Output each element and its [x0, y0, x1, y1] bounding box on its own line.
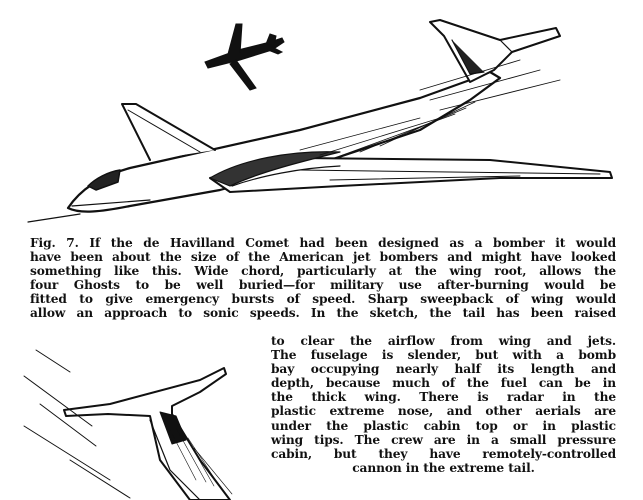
caption-right-line-9: cabin, but they have remotely-controlled: [271, 446, 616, 461]
caption-right-line-6: plastic extreme nose, and other aerials are: [271, 404, 616, 419]
caption-line-3: something like this. Wide chord, particularly at the wing root, allows the: [30, 264, 616, 279]
tail-closeup-drawing: [24, 350, 232, 500]
caption-right-line-1: to clear the airflow from wing and jets.: [271, 334, 616, 348]
caption-right-line-4: depth, because much of the fuel can be in: [271, 376, 616, 391]
caption-right-line-7: under the plastic cabin top or in plastic: [271, 418, 616, 433]
caption-right-line-2: The fuselage is slender, but with a bomb: [271, 348, 616, 363]
figure-label: Fig. 7.: [30, 236, 79, 250]
caption-line-5: fitted to give emergency bursts of speed. Sharp sweepback of wing would: [30, 292, 616, 307]
caption-right-line-3: bay occupying nearly half its length and: [271, 362, 616, 377]
caption-right-line-8: wing tips. The crew are in a small pressure: [271, 432, 616, 447]
bomber-jet-drawing: [28, 20, 612, 222]
caption-line-2: have been about the size of the American jet bombers and might have looked: [30, 250, 616, 265]
caption-line-6: allow an approach to sonic speeds. In the sketch, the tail has been raised: [30, 306, 616, 321]
caption-right-line-10: cannon in the extreme tail.: [352, 460, 535, 475]
small-jet-silhouette: [205, 24, 284, 90]
caption-line-4: four Ghosts to be well buried—for military use after-burning would be: [30, 278, 616, 293]
figure-caption-continued: [271, 334, 616, 475]
caption-line-1: Fig. 7. If the de Havilland Comet had been designed as a bomber it would: [30, 236, 616, 250]
figure-caption: [30, 236, 616, 321]
caption-right-line-5: the thick wing. There is radar in the: [271, 390, 616, 405]
